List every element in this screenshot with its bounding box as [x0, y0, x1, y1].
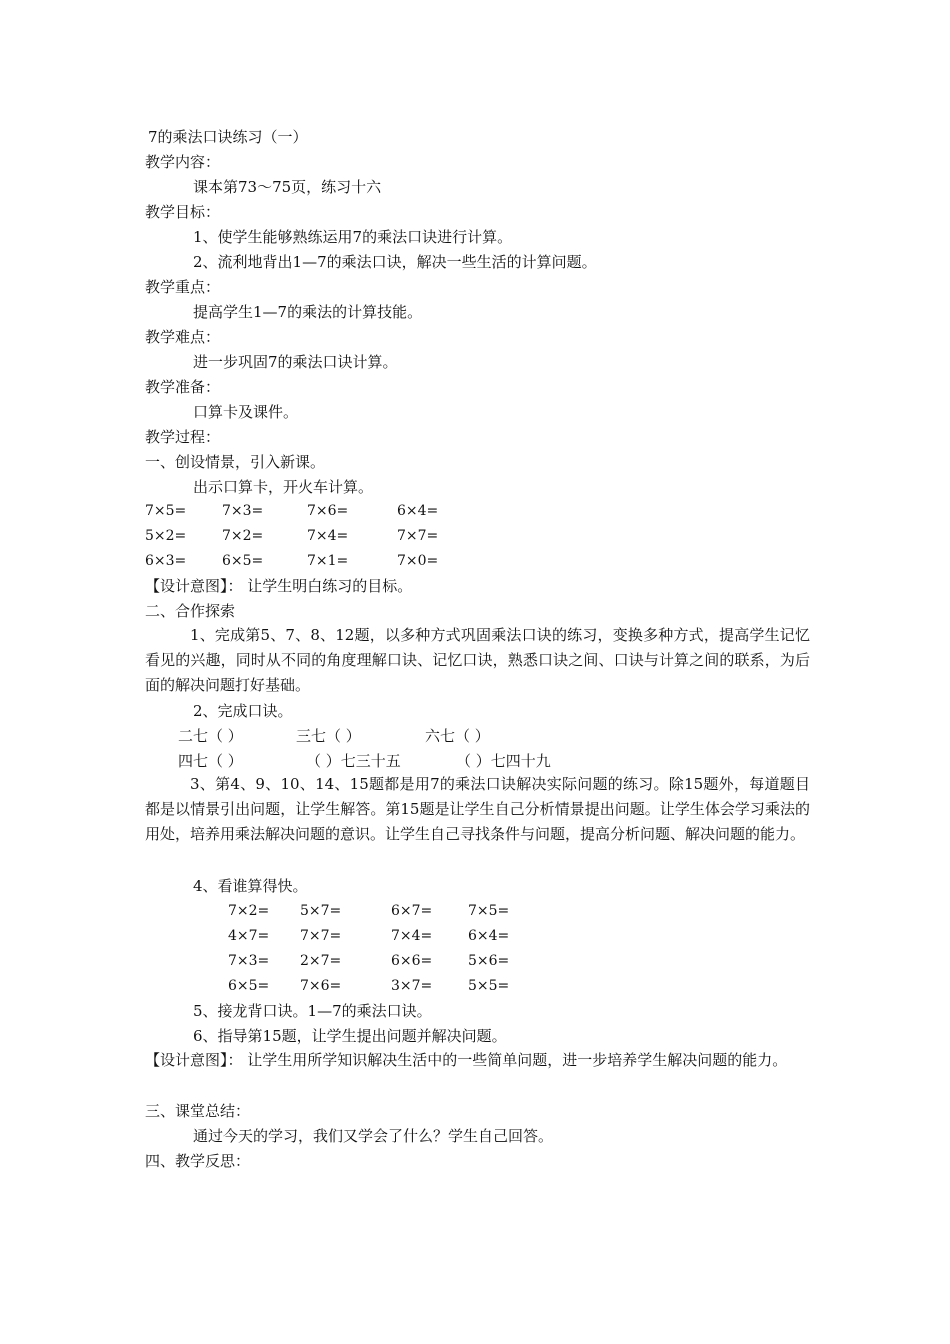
section1-text: 出示口算卡，开火车计算。	[193, 478, 374, 496]
fill-blank: 三七（ ）	[296, 727, 361, 745]
fill-blank: 四七（ ）	[178, 752, 243, 770]
section3-text: 通过今天的学习，我们又学会了什么？学生自己回答。	[193, 1127, 554, 1145]
goals-heading: 教学目标：	[145, 203, 221, 221]
process-heading: 教学过程：	[145, 428, 221, 446]
difficulty-text: 进一步巩固7的乘法口诀计算。	[193, 353, 398, 371]
section1-heading: 一、创设情景，引入新课。	[145, 453, 326, 471]
section4-heading: 四、教学反思：	[145, 1152, 251, 1170]
grid2-cell: 5×7=	[300, 903, 342, 919]
doc-title: 7的乘法口诀练习（一）	[148, 128, 308, 146]
grid2-cell: 2×7=	[300, 953, 342, 969]
grid1-cell: 7×2=	[222, 528, 264, 544]
grid1-cell: 7×5=	[145, 503, 187, 519]
grid1-cell: 6×3=	[145, 553, 187, 569]
grid2-cell: 6×7=	[391, 903, 433, 919]
grid1-cell: 7×6=	[307, 503, 349, 519]
section2-item-4: 4、看谁算得快。	[193, 877, 308, 895]
goal-2: 2、流利地背出1—7的乘法口诀，解决一些生活的计算问题。	[193, 253, 597, 271]
grid2-cell: 3×7=	[391, 978, 433, 994]
fill-blank: 六七（ ）	[425, 727, 490, 745]
grid1-cell: 7×3=	[222, 503, 264, 519]
grid2-cell: 7×3=	[228, 953, 270, 969]
grid2-cell: 7×4=	[391, 928, 433, 944]
content-text: 课本第73～75页，练习十六	[193, 178, 382, 196]
design-intent-1: 【设计意图】： 让学生明白练习的目标。	[145, 577, 413, 595]
grid2-cell: 7×2=	[228, 903, 270, 919]
prep-heading: 教学准备：	[145, 378, 221, 396]
grid1-cell: 6×5=	[222, 553, 264, 569]
section2-item-6: 6、指导第15题，让学生提出问题并解决问题。	[193, 1027, 507, 1045]
grid2-cell: 5×6=	[468, 953, 510, 969]
grid2-cell: 5×5=	[468, 978, 510, 994]
prep-text: 口算卡及课件。	[193, 403, 299, 421]
grid2-cell: 7×5=	[468, 903, 510, 919]
key-heading: 教学重点：	[145, 278, 221, 296]
fill-blank: （ ）七四十九	[456, 752, 551, 770]
design-intent-2: 【设计意图】： 让学生用所学知识解决生活中的一些简单问题，进一步培养学生解决问题的能力。	[145, 1051, 788, 1069]
section2-item-5: 5、接龙背口诀。1—7的乘法口诀。	[193, 1002, 432, 1020]
grid1-cell: 7×1=	[307, 553, 349, 569]
grid2-cell: 6×4=	[468, 928, 510, 944]
section2-heading: 二、合作探索	[145, 602, 236, 620]
section2-paragraph-3: 3、第4、9、10、14、15题都是用7的乘法口诀解决实际问题的练习。除15题外，每道题目都是以情景引出问题，让学生解答。第15题是让学生自己分析情景提出问题。让学生体会学习乘法的用处，培养用乘法解决问题的意识。让学生自己寻找条件与问题，提高分析问题、解决问题的能力。	[145, 775, 810, 843]
difficulty-heading: 教学难点：	[145, 328, 221, 346]
grid1-cell: 7×4=	[307, 528, 349, 544]
grid2-cell: 6×6=	[391, 953, 433, 969]
grid1-cell: 7×0=	[397, 553, 439, 569]
grid1-cell: 7×7=	[397, 528, 439, 544]
grid1-cell: 5×2=	[145, 528, 187, 544]
key-text: 提高学生1—7的乘法的计算技能。	[193, 303, 423, 321]
section2-item-2: 2、完成口诀。	[193, 702, 293, 720]
grid2-cell: 4×7=	[228, 928, 270, 944]
fill-blank: 二七（ ）	[178, 727, 243, 745]
content-heading: 教学内容：	[145, 153, 221, 171]
section3-heading: 三、课堂总结：	[145, 1102, 251, 1120]
grid1-cell: 6×4=	[397, 503, 439, 519]
grid2-cell: 7×7=	[300, 928, 342, 944]
fill-blank: （ ）七三十五	[306, 752, 401, 770]
grid2-cell: 7×6=	[300, 978, 342, 994]
section2-paragraph-1: 1、完成第5、7、8、12题，以多种方式巩固乘法口诀的练习，变换多种方式，提高学生记忆看见的兴趣，同时从不同的角度理解口诀、记忆口诀，熟悉口诀之间、口诀与计算之间的联系，为后面的解决问题打好基础。	[145, 626, 810, 694]
goal-1: 1、使学生能够熟练运用7的乘法口诀进行计算。	[193, 228, 513, 246]
grid2-cell: 6×5=	[228, 978, 270, 994]
